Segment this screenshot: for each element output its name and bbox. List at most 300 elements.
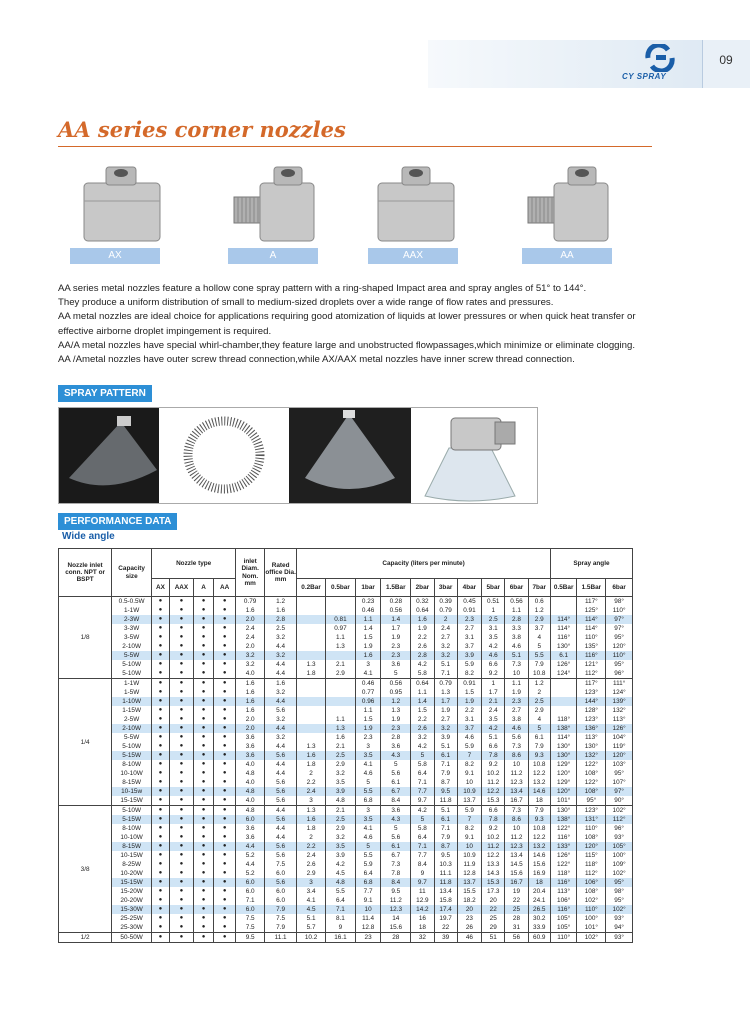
capacity-cell: 2	[528, 688, 550, 697]
capacity-size-cell: 10-20W	[112, 869, 152, 878]
availability-dot-icon: ●	[194, 842, 214, 851]
capacity-cell: 28	[505, 914, 528, 923]
spray-angle-cell: 118°	[550, 715, 577, 724]
capacity-size-cell: 5-10W	[112, 660, 152, 669]
rated-office-cell: 1.2	[265, 597, 297, 607]
capacity-cell: 6.6	[482, 660, 505, 669]
capacity-cell: 9.2	[482, 824, 505, 833]
availability-dot-icon: ●	[169, 914, 193, 923]
availability-dot-icon: ●	[214, 688, 236, 697]
capacity-size-cell: 1-10W	[112, 697, 152, 706]
capacity-size-cell: 15-30W	[112, 905, 152, 914]
product-label-aa: AA	[522, 248, 612, 264]
availability-dot-icon: ●	[194, 869, 214, 878]
capacity-cell: 7.3	[505, 660, 528, 669]
capacity-cell: 16	[411, 914, 434, 923]
availability-dot-icon: ●	[169, 633, 193, 642]
header-type-ax: AX	[152, 579, 170, 597]
availability-dot-icon: ●	[169, 842, 193, 851]
spray-angle-cell: 111°	[606, 679, 633, 689]
capacity-cell: 13.4	[434, 887, 457, 896]
spray-angle-cell: 130°	[550, 806, 577, 816]
rated-office-cell: 7.9	[265, 905, 297, 914]
availability-dot-icon: ●	[152, 833, 170, 842]
spray-angle-cell: 123°	[577, 806, 606, 816]
capacity-cell: 16.7	[505, 796, 528, 806]
spray-angle-cell: 128°	[577, 706, 606, 715]
capacity-cell: 14	[381, 914, 411, 923]
capacity-cell: 1.5	[457, 688, 481, 697]
availability-dot-icon: ●	[214, 669, 236, 679]
capacity-size-cell: 8-15W	[112, 842, 152, 851]
capacity-cell: 5.6	[505, 733, 528, 742]
product-label-ax: AX	[70, 248, 160, 264]
rated-office-cell: 4.4	[265, 697, 297, 706]
capacity-cell: 2.3	[355, 733, 380, 742]
availability-dot-icon: ●	[152, 724, 170, 733]
capacity-cell: 9.2	[482, 669, 505, 679]
rated-office-cell: 4.4	[265, 806, 297, 816]
capacity-cell: 9.7	[411, 796, 434, 806]
availability-dot-icon: ●	[152, 923, 170, 933]
rated-office-cell: 3.2	[265, 733, 297, 742]
availability-dot-icon: ●	[214, 923, 236, 933]
capacity-cell: 8.7	[434, 778, 457, 787]
availability-dot-icon: ●	[169, 679, 193, 689]
capacity-cell: 13.7	[457, 878, 481, 887]
availability-dot-icon: ●	[214, 778, 236, 787]
capacity-cell: 10	[355, 905, 380, 914]
availability-dot-icon: ●	[169, 806, 193, 816]
rated-office-cell: 5.6	[265, 851, 297, 860]
availability-dot-icon: ●	[194, 878, 214, 887]
spray-angle-cell: 133°	[550, 842, 577, 851]
spray-angle-cell: 122°	[577, 778, 606, 787]
capacity-cell: 1.7	[434, 697, 457, 706]
inlet-diameter-cell: 4.8	[236, 787, 265, 796]
spray-angle-cell: 102°	[577, 896, 606, 905]
capacity-cell: 0.32	[411, 597, 434, 607]
availability-dot-icon: ●	[152, 751, 170, 760]
capacity-cell: 5.6	[381, 833, 411, 842]
spray-angle-cell: 102°	[606, 869, 633, 878]
table-row	[59, 660, 633, 669]
performance-data-heading: PERFORMANCE DATA	[58, 513, 177, 530]
spray-angle-cell: 126°	[550, 660, 577, 669]
table-row	[59, 769, 633, 778]
capacity-cell: 4.8	[325, 878, 355, 887]
capacity-cell: 0.56	[381, 606, 411, 615]
capacity-cell: 1.9	[381, 715, 411, 724]
availability-dot-icon: ●	[152, 679, 170, 689]
rated-office-cell: 5.6	[265, 815, 297, 824]
spray-angle-cell: 110°	[577, 824, 606, 833]
availability-dot-icon: ●	[169, 796, 193, 806]
page-number: 09	[719, 53, 733, 67]
availability-dot-icon: ●	[169, 778, 193, 787]
availability-dot-icon: ●	[194, 824, 214, 833]
spray-angle-cell: 95°	[606, 769, 633, 778]
capacity-cell: 1	[482, 606, 505, 615]
table-row	[59, 724, 633, 733]
table-row	[59, 679, 633, 689]
capacity-cell	[297, 624, 326, 633]
availability-dot-icon: ●	[152, 715, 170, 724]
capacity-cell: 2.4	[297, 851, 326, 860]
spray-angle-cell	[550, 606, 577, 615]
inlet-diameter-cell: 3.2	[236, 660, 265, 669]
rated-office-cell: 4.4	[265, 742, 297, 751]
capacity-cell: 0.91	[457, 679, 481, 689]
capacity-cell: 0.45	[457, 597, 481, 607]
inlet-diameter-cell: 3.6	[236, 824, 265, 833]
capacity-cell: 5	[381, 824, 411, 833]
capacity-cell: 11.2	[505, 833, 528, 842]
capacity-size-cell: 2-5W	[112, 715, 152, 724]
page-title: AA series corner nozzles	[58, 117, 346, 142]
rated-office-cell: 5.6	[265, 796, 297, 806]
nozzle-aax-image	[370, 161, 462, 253]
capacity-cell: 5.1	[505, 651, 528, 660]
capacity-cell: 4.1	[355, 669, 380, 679]
inlet-diameter-cell: 2.0	[236, 715, 265, 724]
capacity-cell: 7.1	[411, 778, 434, 787]
capacity-cell: 4.1	[297, 896, 326, 905]
availability-dot-icon: ●	[152, 733, 170, 742]
rated-office-cell: 4.4	[265, 660, 297, 669]
capacity-cell: 11.1	[434, 869, 457, 878]
capacity-cell: 15.6	[505, 869, 528, 878]
availability-dot-icon: ●	[214, 905, 236, 914]
capacity-cell: 18	[528, 796, 550, 806]
availability-dot-icon: ●	[152, 796, 170, 806]
capacity-cell: 10	[505, 760, 528, 769]
capacity-cell: 4.2	[482, 724, 505, 733]
capacity-cell: 12.2	[528, 769, 550, 778]
availability-dot-icon: ●	[194, 796, 214, 806]
availability-dot-icon: ●	[194, 660, 214, 669]
capacity-cell: 0.56	[505, 597, 528, 607]
capacity-cell: 7.9	[434, 769, 457, 778]
capacity-cell: 2.9	[325, 824, 355, 833]
table-row	[59, 887, 633, 896]
capacity-size-cell: 5-5W	[112, 651, 152, 660]
capacity-cell: 1.1	[355, 615, 380, 624]
capacity-size-cell: 5-10W	[112, 806, 152, 816]
rated-office-cell: 7.5	[265, 914, 297, 923]
availability-dot-icon: ●	[194, 778, 214, 787]
capacity-size-cell: 10-10W	[112, 833, 152, 842]
availability-dot-icon: ●	[214, 878, 236, 887]
header-type-a: A	[194, 579, 214, 597]
availability-dot-icon: ●	[169, 769, 193, 778]
header-capacity: Capacity (liters per minute)	[297, 549, 551, 579]
availability-dot-icon: ●	[169, 887, 193, 896]
capacity-cell: 10.2	[482, 769, 505, 778]
table-row	[59, 796, 633, 806]
capacity-cell: 4.5	[297, 905, 326, 914]
availability-dot-icon: ●	[169, 905, 193, 914]
spray-angle-cell: 108°	[577, 887, 606, 896]
capacity-cell: 11.8	[434, 878, 457, 887]
capacity-size-cell: 10-15W	[112, 851, 152, 860]
header-nozzle-type: Nozzle type	[152, 549, 236, 579]
capacity-cell: 2.6	[297, 860, 326, 869]
rated-office-cell: 3.2	[265, 651, 297, 660]
capacity-cell: 25	[482, 914, 505, 923]
availability-dot-icon: ●	[169, 824, 193, 833]
availability-dot-icon: ●	[152, 660, 170, 669]
capacity-cell: 2.8	[381, 733, 411, 742]
spray-angle-cell: 95°	[606, 878, 633, 887]
capacity-cell: 5.8	[411, 669, 434, 679]
spray-angle-cell: 130°	[550, 642, 577, 651]
inlet-diameter-cell: 4.8	[236, 769, 265, 778]
capacity-cell	[325, 706, 355, 715]
capacity-cell: 0.64	[411, 606, 434, 615]
rated-office-cell: 2.5	[265, 624, 297, 633]
table-row	[59, 815, 633, 824]
rated-office-cell: 4.4	[265, 642, 297, 651]
availability-dot-icon: ●	[194, 715, 214, 724]
capacity-cell: 14.6	[528, 851, 550, 860]
availability-dot-icon: ●	[152, 760, 170, 769]
capacity-cell: 30.2	[528, 914, 550, 923]
capacity-cell: 3.5	[325, 842, 355, 851]
capacity-cell: 8.2	[457, 669, 481, 679]
availability-dot-icon: ●	[214, 633, 236, 642]
spray-angle-cell: 114°	[550, 624, 577, 633]
capacity-size-cell: 5-10W	[112, 669, 152, 679]
rated-office-cell: 4.4	[265, 769, 297, 778]
capacity-cell: 10	[457, 842, 481, 851]
inlet-diameter-cell: 4.0	[236, 796, 265, 806]
capacity-cell: 7.8	[381, 869, 411, 878]
header-rated-office: Rated office Dia. mm	[265, 549, 297, 597]
capacity-cell: 1.1	[325, 633, 355, 642]
capacity-cell: 32	[411, 933, 434, 943]
capacity-cell: 2.2	[297, 778, 326, 787]
capacity-cell: 8.2	[457, 824, 481, 833]
capacity-cell: 25	[505, 905, 528, 914]
header-angle-pressure: 6bar	[606, 579, 633, 597]
spray-angle-cell: 6.1	[550, 651, 577, 660]
capacity-cell	[297, 715, 326, 724]
spray-angle-cell: 98°	[606, 597, 633, 607]
capacity-cell: 6.4	[355, 869, 380, 878]
inlet-diameter-cell: 5.2	[236, 869, 265, 878]
spray-angle-cell: 118°	[550, 869, 577, 878]
capacity-cell: 9.5	[434, 787, 457, 796]
capacity-size-cell: 25-25W	[112, 914, 152, 923]
capacity-cell: 1.8	[297, 760, 326, 769]
availability-dot-icon: ●	[214, 742, 236, 751]
spray-angle-cell: 129°	[550, 778, 577, 787]
capacity-cell: 2.3	[381, 724, 411, 733]
capacity-cell: 3.2	[434, 642, 457, 651]
capacity-cell: 4.1	[355, 824, 380, 833]
table-row	[59, 633, 633, 642]
capacity-cell: 7.9	[528, 742, 550, 751]
spray-angle-cell: 108°	[577, 769, 606, 778]
capacity-cell: 22	[434, 923, 457, 933]
availability-dot-icon: ●	[214, 769, 236, 778]
header-pressure: 0.5bar	[325, 579, 355, 597]
capacity-cell: 0.91	[457, 606, 481, 615]
rated-office-cell: 4.4	[265, 724, 297, 733]
capacity-cell: 0.46	[355, 606, 380, 615]
spray-angle-cell: 120°	[550, 769, 577, 778]
capacity-cell: 7.7	[411, 851, 434, 860]
capacity-cell: 0.56	[381, 679, 411, 689]
availability-dot-icon: ●	[194, 806, 214, 816]
capacity-cell: 4.6	[505, 642, 528, 651]
capacity-cell: 7.1	[434, 760, 457, 769]
capacity-cell: 14.6	[528, 787, 550, 796]
availability-dot-icon: ●	[214, 851, 236, 860]
capacity-cell: 7.7	[411, 787, 434, 796]
capacity-cell: 1	[482, 679, 505, 689]
capacity-cell: 19	[505, 887, 528, 896]
capacity-cell: 1.3	[297, 806, 326, 816]
capacity-cell: 3.7	[457, 724, 481, 733]
availability-dot-icon: ●	[152, 842, 170, 851]
capacity-cell: 15.5	[457, 887, 481, 896]
capacity-cell: 4.2	[325, 860, 355, 869]
spray-angle-cell: 129°	[550, 760, 577, 769]
availability-dot-icon: ●	[194, 606, 214, 615]
capacity-size-cell: 20-20W	[112, 896, 152, 905]
capacity-cell: 0.46	[355, 679, 380, 689]
capacity-size-cell: 1-5W	[112, 688, 152, 697]
capacity-cell: 9.1	[355, 896, 380, 905]
capacity-cell: 0.77	[355, 688, 380, 697]
capacity-cell: 1.6	[325, 733, 355, 742]
availability-dot-icon: ●	[214, 733, 236, 742]
capacity-cell: 1.9	[411, 624, 434, 633]
capacity-cell: 5.7	[297, 923, 326, 933]
capacity-cell: 8.7	[434, 842, 457, 851]
capacity-cell	[297, 688, 326, 697]
availability-dot-icon: ●	[152, 851, 170, 860]
spray-angle-cell: 130°	[550, 742, 577, 751]
capacity-cell: 9	[325, 923, 355, 933]
capacity-cell: 51	[482, 933, 505, 943]
capacity-cell: 1.6	[297, 751, 326, 760]
availability-dot-icon: ●	[194, 787, 214, 796]
capacity-cell: 20.4	[528, 887, 550, 896]
capacity-size-cell: 2-10W	[112, 642, 152, 651]
availability-dot-icon: ●	[152, 642, 170, 651]
rated-office-cell: 7.9	[265, 923, 297, 933]
capacity-cell: 24.1	[528, 896, 550, 905]
spray-pattern-images	[58, 407, 538, 504]
capacity-cell	[297, 606, 326, 615]
availability-dot-icon: ●	[194, 597, 214, 607]
capacity-cell: 2.5	[482, 615, 505, 624]
spray-angle-cell: 124°	[550, 669, 577, 679]
spray-angle-cell: 105°	[606, 842, 633, 851]
capacity-cell: 0.23	[355, 597, 380, 607]
spray-angle-cell	[550, 679, 577, 689]
spray-angle-cell: 113°	[577, 733, 606, 742]
availability-dot-icon: ●	[214, 606, 236, 615]
capacity-cell: 7.1	[434, 824, 457, 833]
spray-angle-cell: 105°	[550, 914, 577, 923]
capacity-cell: 0.79	[434, 679, 457, 689]
capacity-cell: 3	[297, 878, 326, 887]
availability-dot-icon: ●	[194, 615, 214, 624]
capacity-cell: 0.39	[434, 597, 457, 607]
capacity-size-cell: 8-10W	[112, 824, 152, 833]
table-row	[59, 914, 633, 923]
availability-dot-icon: ●	[194, 642, 214, 651]
capacity-cell: 12.2	[528, 833, 550, 842]
inlet-diameter-cell: 4.0	[236, 760, 265, 769]
availability-dot-icon: ●	[169, 933, 193, 943]
spray-angle-cell: 105°	[550, 923, 577, 933]
capacity-cell: 29	[482, 923, 505, 933]
inlet-diameter-cell: 1.6	[236, 679, 265, 689]
table-row	[59, 923, 633, 933]
capacity-cell: 4.5	[325, 869, 355, 878]
capacity-cell: 1.7	[381, 624, 411, 633]
capacity-cell: 3.5	[482, 633, 505, 642]
availability-dot-icon: ●	[152, 896, 170, 905]
capacity-cell: 5	[355, 842, 380, 851]
spray-angle-cell: 114°	[550, 733, 577, 742]
availability-dot-icon: ●	[152, 597, 170, 607]
capacity-cell: 1.5	[355, 633, 380, 642]
table-row	[59, 688, 633, 697]
capacity-cell: 15.6	[528, 860, 550, 869]
availability-dot-icon: ●	[214, 724, 236, 733]
availability-dot-icon: ●	[169, 869, 193, 878]
capacity-cell: 10.9	[457, 851, 481, 860]
capacity-size-cell: 15-20W	[112, 887, 152, 896]
availability-dot-icon: ●	[194, 769, 214, 778]
availability-dot-icon: ●	[152, 914, 170, 923]
capacity-cell: 3.7	[457, 642, 481, 651]
availability-dot-icon: ●	[169, 688, 193, 697]
availability-dot-icon: ●	[152, 869, 170, 878]
spray-angle-cell: 90°	[606, 796, 633, 806]
capacity-cell: 12.9	[411, 896, 434, 905]
capacity-cell: 5	[411, 815, 434, 824]
capacity-cell: 23	[457, 914, 481, 923]
capacity-size-cell: 5-15W	[112, 751, 152, 760]
availability-dot-icon: ●	[169, 651, 193, 660]
capacity-cell: 13.7	[457, 796, 481, 806]
spray-angle-cell: 96°	[606, 824, 633, 833]
rated-office-cell: 7.5	[265, 860, 297, 869]
spray-angle-cell: 120°	[577, 842, 606, 851]
header-angle-pressure: 0.5Bar	[550, 579, 577, 597]
capacity-cell: 4	[528, 715, 550, 724]
spray-pattern-heading: SPRAY PATTERN	[58, 385, 152, 402]
availability-dot-icon: ●	[214, 933, 236, 943]
inlet-size-cell: 1/4	[59, 679, 112, 806]
availability-dot-icon: ●	[152, 815, 170, 824]
capacity-cell: 1.4	[411, 697, 434, 706]
capacity-cell: 3.1	[457, 715, 481, 724]
header-pressure: 4bar	[457, 579, 481, 597]
capacity-cell: 5.9	[355, 860, 380, 869]
availability-dot-icon: ●	[214, 642, 236, 651]
product-label-a: A	[228, 248, 318, 264]
availability-dot-icon: ●	[214, 842, 236, 851]
capacity-size-cell: 2-10W	[112, 724, 152, 733]
